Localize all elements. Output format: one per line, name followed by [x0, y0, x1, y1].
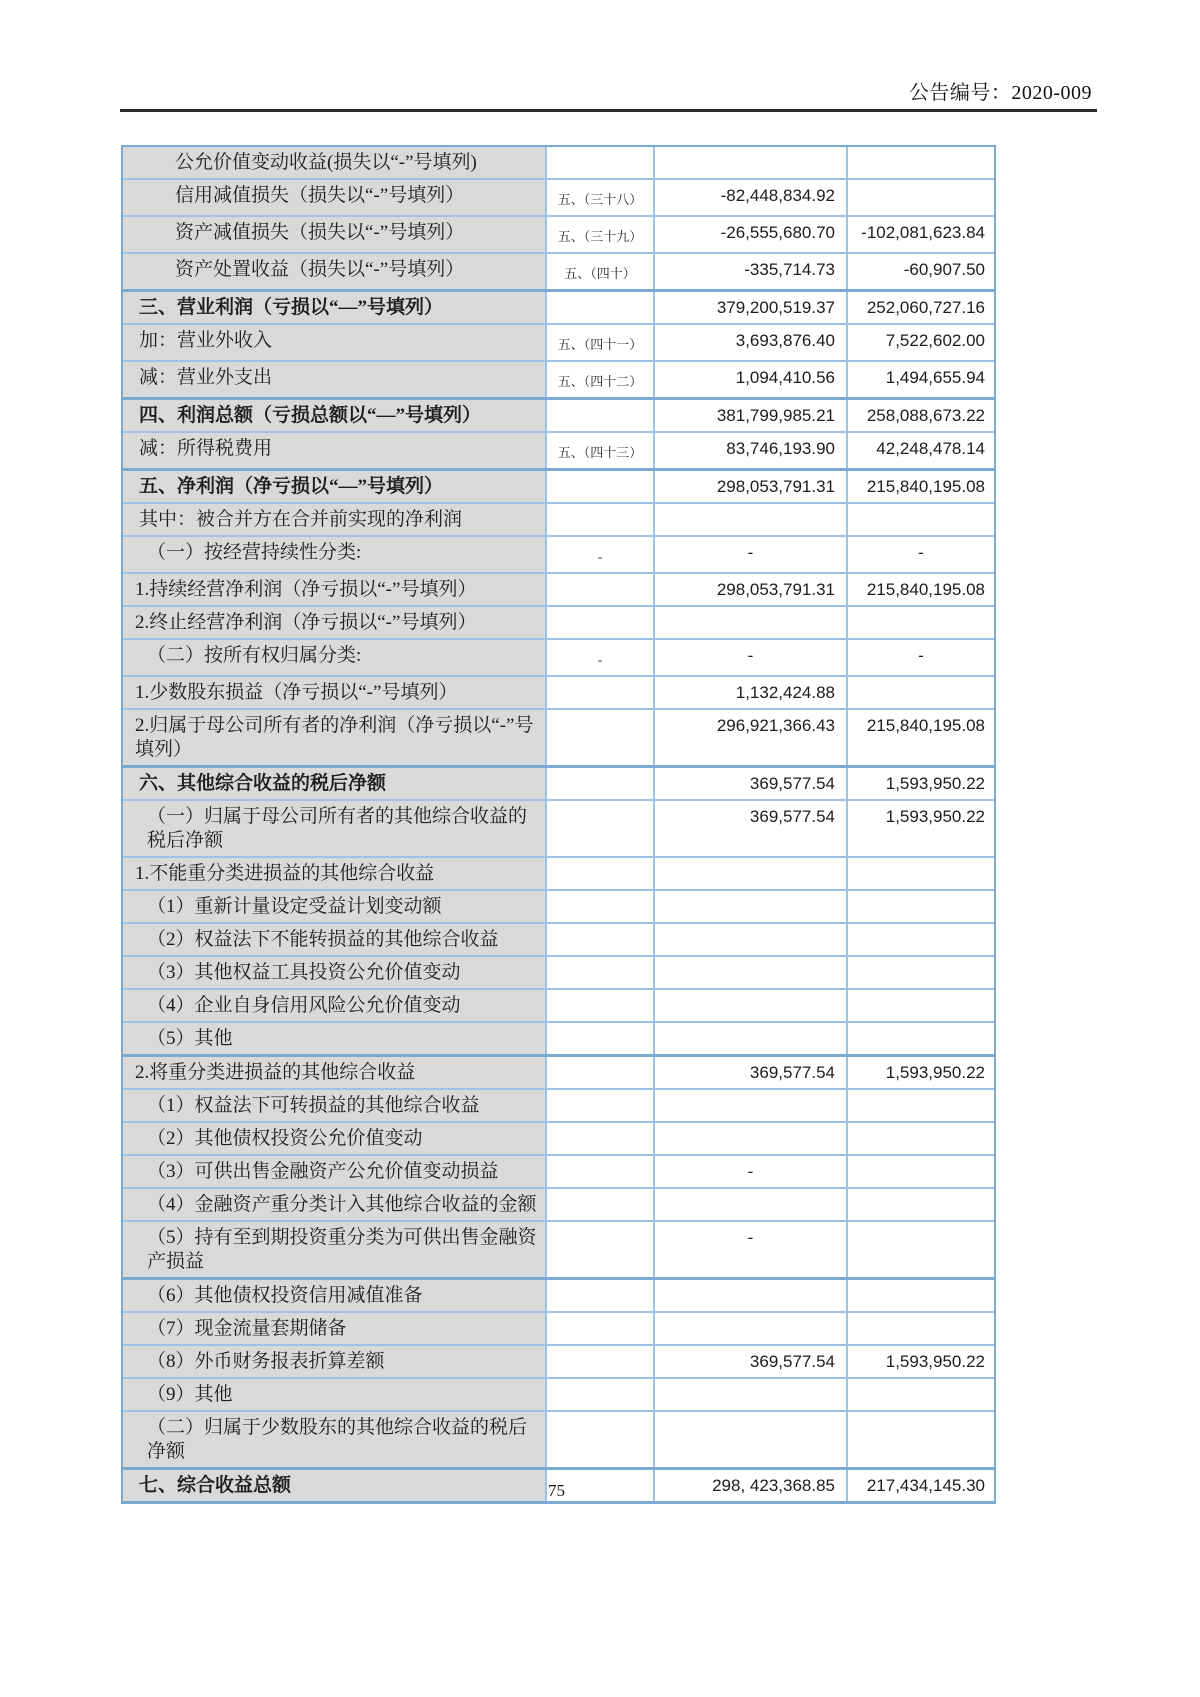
- row-label: （2）权益法下不能转损益的其他综合收益: [123, 924, 547, 955]
- row-current-period-amount: -335,714.73: [655, 254, 848, 289]
- row-note-reference: [547, 801, 655, 856]
- row-label: 七、综合收益总额: [123, 1470, 547, 1501]
- row-note-reference: [547, 471, 655, 502]
- row-label: 四、利润总额（亏损总额以“—”号填列）: [123, 400, 547, 431]
- row-label: 加：营业外收入: [123, 325, 547, 360]
- table-row: [123, 468, 994, 502]
- row-label: （一）归属于母公司所有者的其他综合收益的税后净额: [123, 801, 547, 856]
- table-row: [123, 252, 994, 289]
- row-current-period-amount: 1,094,410.56: [655, 362, 848, 397]
- row-note-reference: [547, 1346, 655, 1377]
- row-current-period-amount: -82,448,834.92: [655, 180, 848, 215]
- row-prior-period-amount: 7,522,602.00: [885, 331, 985, 350]
- table-row: [123, 1377, 994, 1410]
- table-row: [123, 1088, 994, 1121]
- table-row: [123, 1054, 994, 1088]
- table-row: [123, 1121, 994, 1154]
- table-row: [123, 889, 994, 922]
- row-note-reference: [547, 957, 655, 988]
- row-note-reference: [547, 924, 655, 955]
- row-current-period-amount: -: [655, 640, 848, 675]
- row-current-period-amount: 369,577.54: [655, 1057, 848, 1088]
- row-prior-period-amount: 1,593,950.22: [885, 1352, 985, 1371]
- row-current-period-amount: 298,053,791.31: [655, 574, 848, 605]
- row-note-reference: [547, 1156, 655, 1187]
- header-divider: [120, 109, 1097, 112]
- row-note-reference: 五、（四十一）: [547, 325, 655, 360]
- row-label: 五、净利润（净亏损以“—”号填列）: [123, 471, 547, 502]
- row-note-reference: [547, 504, 655, 535]
- row-note-reference: [547, 607, 655, 638]
- table-row: [123, 708, 994, 765]
- table-row: [123, 431, 994, 468]
- row-label: 2.归属于母公司所有者的净利润（净亏损以“-”号填列）: [123, 710, 547, 765]
- row-current-period-amount: [655, 891, 848, 922]
- row-note-reference: [547, 710, 655, 765]
- row-current-period-amount: [655, 858, 848, 889]
- table-row: [123, 638, 994, 675]
- table-row: [123, 572, 994, 605]
- row-current-period-amount: 379,200,519.37: [655, 292, 848, 323]
- row-current-period-amount: 296,921,366.43: [655, 710, 848, 765]
- row-prior-period-amount: -60,907.50: [903, 260, 985, 279]
- row-note-reference: 五、（四十三）: [547, 433, 655, 468]
- row-prior-period-amount: [848, 1189, 994, 1220]
- row-prior-period-amount: [848, 180, 994, 215]
- row-prior-period-amount: [848, 1023, 994, 1054]
- row-prior-period-amount: [848, 1123, 994, 1154]
- row-current-period-amount: 369,577.54: [655, 768, 848, 799]
- row-prior-period-amount: -102,081,623.84: [861, 223, 985, 242]
- row-note-reference: [547, 891, 655, 922]
- row-prior-period-amount: [848, 957, 994, 988]
- table-row: [123, 178, 994, 215]
- table-row: [123, 1344, 994, 1377]
- row-label: 六、其他综合收益的税后净额: [123, 768, 547, 799]
- row-current-period-amount: [655, 990, 848, 1021]
- income-statement-table: [121, 145, 996, 1504]
- table-row: [123, 1311, 994, 1344]
- row-label: 其中：被合并方在合并前实现的净利润: [123, 504, 547, 535]
- row-note-reference: [547, 1280, 655, 1311]
- announcement-number: 公告编号：2020-009: [908, 82, 1092, 104]
- row-prior-period-amount: 1,593,950.22: [885, 1063, 985, 1082]
- row-current-period-amount: 298, 423,368.85: [655, 1470, 848, 1501]
- row-label: （二）归属于少数股东的其他综合收益的税后净额: [123, 1412, 547, 1467]
- row-label: 2.将重分类进损益的其他综合收益: [123, 1057, 547, 1088]
- row-note-reference: [547, 677, 655, 708]
- row-prior-period-amount: [848, 858, 994, 889]
- table-row: [123, 1277, 994, 1311]
- row-label: （5）其他: [123, 1023, 547, 1054]
- table-row: [123, 215, 994, 252]
- row-label: （一）按经营持续性分类:: [123, 537, 547, 572]
- row-note-reference: [547, 1123, 655, 1154]
- row-prior-period-amount: -: [918, 543, 924, 562]
- row-prior-period-amount: [848, 891, 994, 922]
- row-prior-period-amount: [848, 924, 994, 955]
- row-label: 1.少数股东损益（净亏损以“-”号填列）: [123, 677, 547, 708]
- row-current-period-amount: 369,577.54: [655, 801, 848, 856]
- row-label: 资产减值损失（损失以“-”号填列）: [123, 217, 547, 252]
- row-label: （3）可供出售金融资产公允价值变动损益: [123, 1156, 547, 1187]
- row-note-reference: [547, 292, 655, 323]
- table-row: [123, 922, 994, 955]
- table-row: [123, 856, 994, 889]
- row-prior-period-amount: [848, 1156, 994, 1187]
- row-label: （1）权益法下可转损益的其他综合收益: [123, 1090, 547, 1121]
- row-label: （6）其他债权投资信用减值准备: [123, 1280, 547, 1311]
- row-current-period-amount: [655, 1189, 848, 1220]
- row-note-reference: [547, 1313, 655, 1344]
- row-current-period-amount: 369,577.54: [655, 1346, 848, 1377]
- row-current-period-amount: [655, 1412, 848, 1467]
- row-note-reference: [547, 1189, 655, 1220]
- row-label: 减：营业外支出: [123, 362, 547, 397]
- row-prior-period-amount: [848, 504, 994, 535]
- row-label: （1）重新计量设定受益计划变动额: [123, 891, 547, 922]
- table-row: [123, 1021, 994, 1054]
- row-prior-period-amount: 217,434,145.30: [866, 1476, 985, 1495]
- table-row: [123, 397, 994, 431]
- row-label: （8）外币财务报表折算差额: [123, 1346, 547, 1377]
- row-label: （4）金融资产重分类计入其他综合收益的金额: [123, 1189, 547, 1220]
- row-current-period-amount: -: [655, 1156, 848, 1187]
- row-note-reference: [547, 990, 655, 1021]
- row-label: （3）其他权益工具投资公允价值变动: [123, 957, 547, 988]
- row-current-period-amount: [655, 607, 848, 638]
- row-prior-period-amount: [848, 990, 994, 1021]
- row-prior-period-amount: 1,593,950.22: [885, 774, 985, 793]
- row-label: 1.不能重分类进损益的其他综合收益: [123, 858, 547, 889]
- row-label: （二）按所有权归属分类:: [123, 640, 547, 675]
- row-current-period-amount: 1,132,424.88: [655, 677, 848, 708]
- row-prior-period-amount: 1,593,950.22: [885, 807, 985, 826]
- table-row: [123, 323, 994, 360]
- row-prior-period-amount: 215,840,195.08: [866, 580, 985, 599]
- page-number: 75: [548, 1481, 565, 1500]
- table-row: [123, 799, 994, 856]
- row-prior-period-amount: [848, 1280, 994, 1311]
- table-row: [123, 289, 994, 323]
- table-row: [123, 1154, 994, 1187]
- row-prior-period-amount: [848, 1313, 994, 1344]
- row-prior-period-amount: [848, 1222, 994, 1277]
- row-note-reference: [547, 1057, 655, 1088]
- row-label: （7）现金流量套期储备: [123, 1313, 547, 1344]
- row-label: 资产处置收益（损失以“-”号填列）: [123, 254, 547, 289]
- table-row: [123, 675, 994, 708]
- row-current-period-amount: [655, 957, 848, 988]
- row-note-reference: [547, 147, 655, 178]
- row-label: 公允价值变动收益(损失以“-”号填列): [123, 147, 547, 178]
- row-current-period-amount: [655, 1090, 848, 1121]
- row-current-period-amount: [655, 1313, 848, 1344]
- row-current-period-amount: -26,555,680.70: [655, 217, 848, 252]
- row-prior-period-amount: [848, 607, 994, 638]
- row-note-reference: 五、（三十八）: [547, 180, 655, 215]
- row-note-reference: [547, 400, 655, 431]
- table-row: [123, 147, 994, 178]
- row-note-reference: -: [547, 537, 655, 572]
- row-note-reference: 五、（四十）: [547, 254, 655, 289]
- table-row: [123, 1187, 994, 1220]
- row-current-period-amount: 3,693,876.40: [655, 325, 848, 360]
- row-current-period-amount: [655, 1023, 848, 1054]
- row-prior-period-amount: [848, 677, 994, 708]
- row-prior-period-amount: 215,840,195.08: [866, 477, 985, 496]
- row-current-period-amount: -: [655, 1222, 848, 1277]
- row-label: 信用减值损失（损失以“-”号填列）: [123, 180, 547, 215]
- table-row: [123, 360, 994, 397]
- row-current-period-amount: [655, 1123, 848, 1154]
- table-row: [123, 1410, 994, 1467]
- table-row: [123, 605, 994, 638]
- row-note-reference: [547, 1090, 655, 1121]
- table-row: [123, 502, 994, 535]
- row-current-period-amount: 298,053,791.31: [655, 471, 848, 502]
- row-label: 三、营业利润（亏损以“—”号填列）: [123, 292, 547, 323]
- row-label: 2.终止经营净利润（净亏损以“-”号填列）: [123, 607, 547, 638]
- row-note-reference: [547, 574, 655, 605]
- row-prior-period-amount: [848, 1412, 994, 1467]
- row-note-reference: [547, 768, 655, 799]
- row-current-period-amount: [655, 924, 848, 955]
- row-prior-period-amount: 1,494,655.94: [885, 368, 985, 387]
- row-prior-period-amount: [848, 147, 994, 178]
- row-label: 1.持续经营净利润（净亏损以“-”号填列）: [123, 574, 547, 605]
- row-current-period-amount: -: [655, 537, 848, 572]
- row-current-period-amount: 83,746,193.90: [655, 433, 848, 468]
- row-prior-period-amount: -: [918, 646, 924, 665]
- row-label: （2）其他债权投资公允价值变动: [123, 1123, 547, 1154]
- row-note-reference: [547, 1379, 655, 1410]
- row-note-reference: -: [547, 640, 655, 675]
- row-note-reference: [547, 858, 655, 889]
- row-note-reference: 五、（三十九）: [547, 217, 655, 252]
- row-note-reference: [547, 1222, 655, 1277]
- row-note-reference: [547, 1023, 655, 1054]
- row-prior-period-amount: [848, 1090, 994, 1121]
- row-label: 减：所得税费用: [123, 433, 547, 468]
- row-current-period-amount: [655, 147, 848, 178]
- row-label: （4）企业自身信用风险公允价值变动: [123, 990, 547, 1021]
- row-current-period-amount: [655, 1280, 848, 1311]
- row-current-period-amount: [655, 1379, 848, 1410]
- row-note-reference: [547, 1412, 655, 1467]
- table-row: [123, 765, 994, 799]
- table-row: [123, 955, 994, 988]
- table-row: [123, 988, 994, 1021]
- row-prior-period-amount: 42,248,478.14: [876, 439, 985, 458]
- row-prior-period-amount: [848, 1379, 994, 1410]
- row-current-period-amount: [655, 504, 848, 535]
- table-row: [123, 1220, 994, 1277]
- row-prior-period-amount: 215,840,195.08: [866, 716, 985, 735]
- row-note-reference: 五、（四十二）: [547, 362, 655, 397]
- row-label: （9）其他: [123, 1379, 547, 1410]
- row-prior-period-amount: 252,060,727.16: [866, 298, 985, 317]
- row-prior-period-amount: 258,088,673.22: [866, 406, 985, 425]
- table-row: [123, 535, 994, 572]
- row-current-period-amount: 381,799,985.21: [655, 400, 848, 431]
- row-label: （5）持有至到期投资重分类为可供出售金融资产损益: [123, 1222, 547, 1277]
